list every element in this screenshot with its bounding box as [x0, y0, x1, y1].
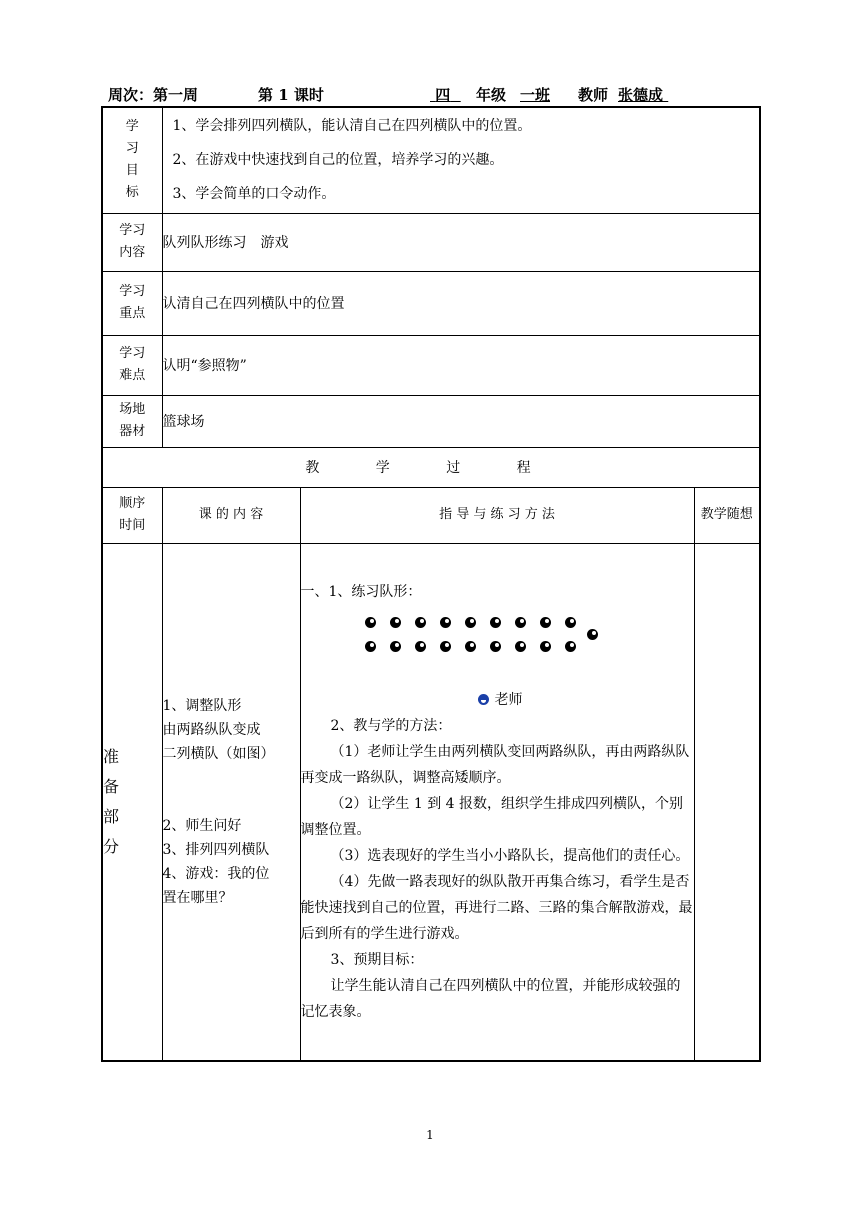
content-spacer: [163, 790, 300, 814]
method-p3: （3）选表现好的学生当小小路队长，提高他们的责任心。: [330, 847, 690, 864]
process-title-row: [102, 447, 760, 487]
venue-row: [102, 395, 760, 447]
goal-item: 2、在游戏中快速找到自己的位置，培养学习的兴趣。: [172, 152, 504, 169]
student-dot-icon: [390, 617, 401, 628]
grade-number: 四: [435, 86, 451, 104]
column-header-row: [102, 487, 760, 543]
method-step1: 一、1、练习队形：: [300, 583, 422, 600]
student-dot-icon: [415, 641, 426, 652]
goals-label: 学 习 目 标: [102, 107, 162, 213]
student-dot-icon: [515, 617, 526, 628]
difficulty-text: 认明“参照物”: [162, 335, 760, 395]
difficulty-row: [102, 335, 760, 395]
prep-section-label: 准 备 部 分: [102, 543, 162, 1061]
method-p5: 让学生能认清自己在四列横队中的位置，并能形成较强的记忆表象。: [300, 977, 681, 1020]
content-item: 4、游戏：我的位: [162, 865, 270, 882]
student-dot-icon: [540, 641, 551, 652]
prep-method: [300, 543, 694, 1061]
content-spacer: [163, 766, 300, 790]
content-row: [102, 213, 760, 271]
content-item: 由两路纵队变成: [162, 721, 261, 738]
student-dot-icon: [490, 641, 501, 652]
teacher-label: 教师: [578, 86, 609, 104]
content-item: 3、排列四列横队: [162, 841, 270, 858]
focus-row: [102, 271, 760, 335]
method-p2: （2）让学生 1 到 4 报数，组织学生排成四列横队，个别调整位置。: [300, 795, 684, 838]
student-dot-icon: [465, 617, 476, 628]
goals-row: [102, 107, 760, 213]
method-step2: 2、教与学的方法：: [330, 717, 452, 734]
content-text: 队列队形练习 游戏: [162, 213, 760, 271]
goal-item: 3、学会简单的口令动作。: [172, 186, 336, 203]
student-dot-icon: [565, 641, 576, 652]
content-label: 学习 内容: [102, 213, 162, 271]
student-dot-icon: [465, 641, 476, 652]
content-item: 2、师生问好: [162, 817, 242, 834]
venue-text: 篮球场: [162, 395, 760, 447]
notes-header: 教学随想: [694, 487, 760, 543]
lesson-header: [108, 84, 748, 106]
student-dot-icon: [587, 629, 598, 640]
student-dot-icon: [365, 641, 376, 652]
process-title: 教 学 过 程: [102, 447, 760, 487]
student-dot-icon: [440, 641, 451, 652]
teacher-dot-icon: [478, 694, 489, 705]
student-dot-icon: [565, 617, 576, 628]
lesson-label: 第 1 课时: [258, 86, 324, 104]
content-item: 置在哪里？: [162, 889, 233, 906]
student-dot-icon: [390, 641, 401, 652]
focus-text: 认清自己在四列横队中的位置: [162, 271, 760, 335]
order-time-header: 顺序 时间: [102, 487, 162, 543]
method-p4: （4）先做一路表现好的纵队散开再集合练习，看学生是否能快速找到自己的位置，再进行二路、三路的集合解散游戏，最后到所有的学生进行游戏。: [300, 873, 693, 942]
focus-label: 学习 重点: [102, 271, 162, 335]
teacher-name: 张德成: [618, 86, 664, 104]
venue-label: 场地 器材: [102, 395, 162, 447]
teacher-marker: 老师: [301, 687, 694, 713]
student-dot-icon: [515, 641, 526, 652]
class-name: 一班: [520, 86, 551, 104]
lesson-content-header: 课 的 内 容: [162, 487, 300, 543]
student-dot-icon: [490, 617, 501, 628]
prep-notes: [694, 543, 760, 1061]
method-p1: （1）老师让学生由两列横队变回两路纵队，再由两路纵队再变成一路纵队，调整高矮顺序。: [300, 743, 690, 786]
student-dot-icon: [540, 617, 551, 628]
student-dot-icon: [365, 617, 376, 628]
student-dot-icon: [440, 617, 451, 628]
lesson-plan-table: [101, 106, 761, 1062]
difficulty-label: 学习 难点: [102, 335, 162, 395]
goals-list: [162, 107, 760, 213]
formation-diagram: [301, 605, 694, 667]
content-item: 1、调整队形: [162, 697, 242, 714]
content-item: 二列横队（如图）: [162, 745, 275, 762]
prep-content: [162, 543, 300, 1061]
prep-row: [102, 543, 760, 1061]
grade-label: 年级: [476, 86, 507, 104]
method-header: 指 导 与 练 习 方 法: [300, 487, 694, 543]
goal-item: 1、学会排列四列横队，能认清自己在四列横队中的位置。: [172, 118, 532, 135]
page-number: 1: [426, 1128, 434, 1142]
student-dot-icon: [415, 617, 426, 628]
method-step3: 3、预期目标：: [330, 951, 424, 968]
week-label: 周次：第一周: [108, 86, 199, 104]
